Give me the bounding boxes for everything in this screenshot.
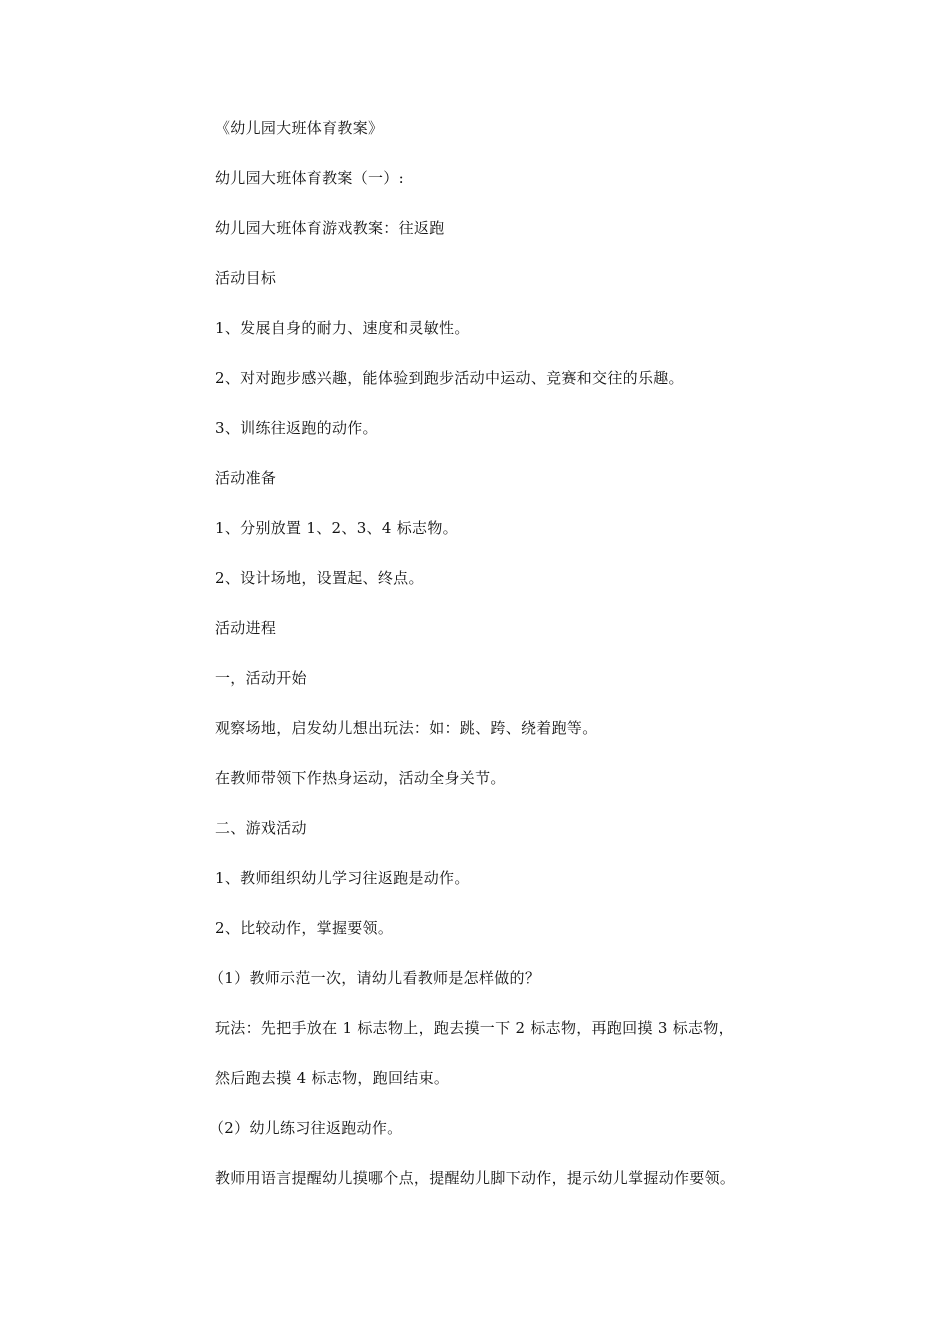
paragraph: 1、发展自身的耐力、速度和灵敏性。: [215, 319, 470, 337]
paragraph: 二、游戏活动: [215, 819, 307, 837]
paragraph: 观察场地，启发幼儿想出玩法：如：跳、跨、绕着跑等。: [215, 719, 598, 737]
paragraph: 在教师带领下作热身运动，活动全身关节。: [215, 769, 506, 787]
paragraph: 1、教师组织幼儿学习往返跑是动作。: [215, 869, 470, 887]
paragraph: 2、对对跑步感兴趣，能体验到跑步活动中运动、竞赛和交往的乐趣。: [215, 369, 684, 387]
paragraph: 3、训练往返跑的动作。: [215, 419, 378, 437]
paragraph: 玩法：先把手放在 1 标志物上，跑去摸一下 2 标志物，再跑回摸 3 标志物，: [215, 1019, 734, 1037]
paragraph: 1、分别放置 1、2、3、4 标志物。: [215, 519, 458, 537]
document-page: [209, 116, 835, 1216]
paragraph: 一，活动开始: [215, 669, 307, 687]
paragraph: 2、比较动作，掌握要领。: [215, 919, 394, 937]
heading-activity-preparation: 活动准备: [215, 469, 277, 487]
document-title: 《幼儿园大班体育教案》: [215, 119, 384, 137]
paragraph: 2、设计场地，设置起、终点。: [215, 569, 424, 587]
paragraph: 然后跑去摸 4 标志物，跑回结束。: [215, 1069, 450, 1087]
subtitle: 幼儿园大班体育游戏教案：往返跑: [215, 219, 445, 237]
paragraph: 教师用语言提醒幼儿摸哪个点，提醒幼儿脚下动作，提示幼儿掌握动作要领。: [215, 1169, 736, 1187]
paragraph: （2）幼儿练习往返跑动作。: [209, 1119, 403, 1137]
section-heading: 幼儿园大班体育教案（一）:: [215, 169, 404, 187]
paragraph: （1）教师示范一次，请幼儿看教师是怎样做的？: [209, 969, 541, 987]
heading-activity-process: 活动进程: [215, 619, 277, 637]
heading-activity-goals: 活动目标: [215, 269, 277, 287]
